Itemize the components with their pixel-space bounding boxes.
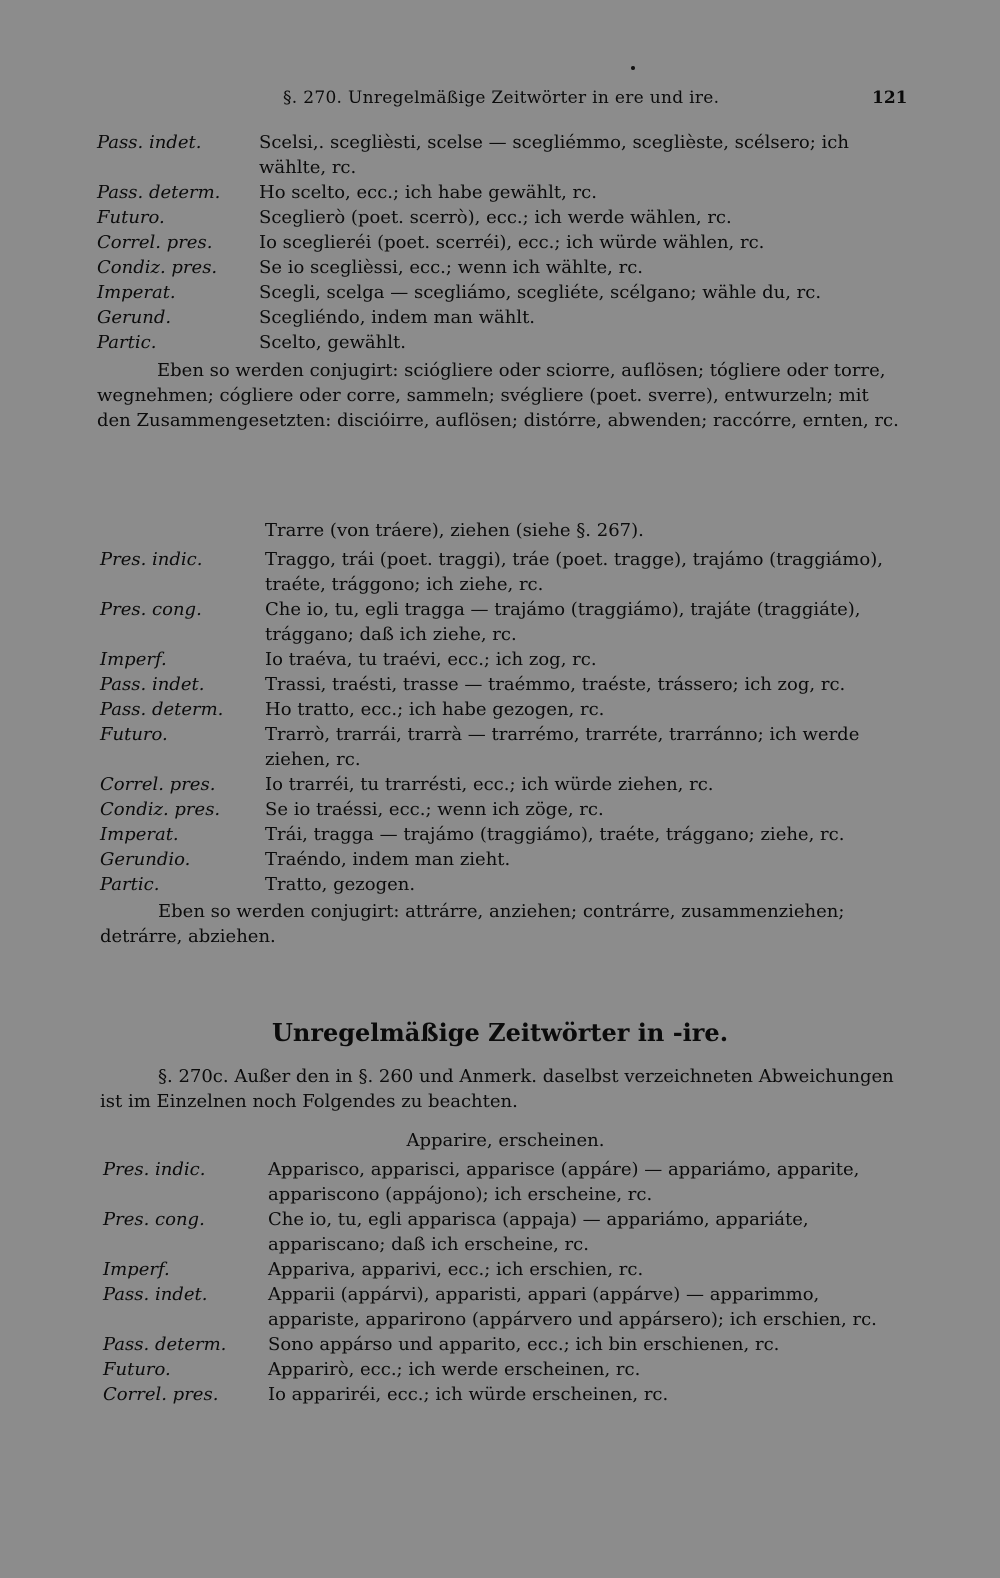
verb-title: Trarre (von tráere), ziehen (siehe §. 267). <box>265 520 644 541</box>
conj-row <box>100 797 908 822</box>
conj-label: Gerund. <box>97 307 172 328</box>
conj-text: Io trarréi, tu trarrésti, ecc.; ich würde ziehen, rc. <box>265 774 714 795</box>
conj-text: Io traéva, tu traévi, ecc.; ich zog, rc. <box>265 649 597 670</box>
conj-label: Pass. indet. <box>103 1284 208 1305</box>
conj-text: Tratto, gezogen. <box>265 874 416 895</box>
conj-label: Pres. indic. <box>100 549 203 570</box>
conj-text: Sono appárso und apparito, ecc.; ich bin erschienen, rc. <box>268 1334 780 1355</box>
print-speck <box>631 66 635 70</box>
conj-text: Trái, tragga — trajámo (traggiámo), traéte, trággano; ziehe, rc. <box>265 824 845 845</box>
conjugated-like-paragraph: Eben so werden conjugirt: sciógliere oder sciorre, auflösen; tógliere oder torre, wegnehmen; cógliere oder corre, sammeln; svégliere (poet. sverre), entwurzeln; mit den Zusammengesetzten: discióirre, auflösen; distórre, abwenden; raccórre, ernten, rc. <box>97 360 899 431</box>
conj-text: Traggo, trái (poet. traggi), tráe (poet. tragge), trajámo (traggiámo), traéte, trággono; ich ziehe, rc. <box>265 549 883 595</box>
apparire-table <box>103 1128 908 1407</box>
conj-text: Scelsi,. sceglièsti, scelse — scegliémmo, sceglièste, scélsero; ich wählte, rc. <box>259 132 849 178</box>
conj-row <box>103 1382 908 1407</box>
conj-label: Pass. indet. <box>97 132 202 153</box>
conj-label: Pass. determ. <box>103 1334 227 1355</box>
conj-label: Correl. pres. <box>100 774 216 795</box>
conj-row <box>100 872 908 897</box>
conj-label: Condiz. pres. <box>100 799 221 820</box>
conj-row <box>100 647 908 672</box>
conj-label: Correl. pres. <box>97 232 213 253</box>
conj-row <box>97 180 905 205</box>
conj-row <box>100 772 908 797</box>
conj-row <box>103 1207 908 1257</box>
conj-text: Trassi, traésti, trasse — traémmo, traéste, trássero; ich zog, rc. <box>265 674 846 695</box>
conj-row <box>100 597 908 647</box>
conj-row <box>103 1357 908 1382</box>
conj-row <box>97 255 905 280</box>
conj-label: Imperat. <box>100 824 179 845</box>
conj-text: Scegli, scelga — scegliámo, scegliéte, scélgano; wähle du, rc. <box>259 282 822 303</box>
conj-text: Che io, tu, egli apparisca (appaja) — appariámo, appariáte, appariscano; daß ich erscheine, rc. <box>268 1209 809 1255</box>
verb-title: Apparire, erscheinen. <box>406 1130 605 1151</box>
conj-label: Pres. cong. <box>100 599 202 620</box>
conj-label: Futuro. <box>100 724 168 745</box>
conj-row <box>100 697 908 722</box>
conjugated-like-paragraph: Eben so werden conjugirt: attrárre, anziehen; contrárre, zusammenziehen; detrárre, abziehen. <box>100 901 845 947</box>
conj-label: Imperf. <box>103 1259 170 1280</box>
conj-text: Se io traéssi, ecc.; wenn ich zöge, rc. <box>265 799 604 820</box>
conj-label: Partic. <box>97 332 157 353</box>
conj-text: Io sceglieréi (poet. scerréi), ecc.; ich würde wählen, rc. <box>259 232 765 253</box>
conj-label: Partic. <box>100 874 160 895</box>
section-intro-paragraph: §. 270c. Außer den in §. 260 und Anmerk. daselbst verzeichneten Abweichungen ist im Einzelnen noch Folgendes zu beachten. <box>100 1066 894 1112</box>
conj-text: Scegliéndo, indem man wählt. <box>259 307 536 328</box>
conj-text: Traéndo, indem man zieht. <box>265 849 511 870</box>
conj-row <box>97 205 905 230</box>
conj-text: Ho tratto, ecc.; ich habe gezogen, rc. <box>265 699 605 720</box>
conj-text: Se io sceglièssi, ecc.; wenn ich wählte, rc. <box>259 257 644 278</box>
conj-row <box>100 672 908 697</box>
conj-row <box>103 1282 908 1332</box>
conj-label: Pass. determ. <box>97 182 221 203</box>
conj-label: Pass. determ. <box>100 699 224 720</box>
conj-label: Pass. indet. <box>100 674 205 695</box>
conj-label: Correl. pres. <box>103 1384 219 1405</box>
conj-text: Ho scelto, ecc.; ich habe gewählt, rc. <box>259 182 597 203</box>
conj-label: Pres. indic. <box>103 1159 206 1180</box>
conj-row <box>97 305 905 330</box>
conj-text: Apparisco, apparisci, apparisce (appáre) — appariámo, apparite, appariscono (appájono); ich erscheine, rc. <box>268 1159 860 1205</box>
conj-label: Condiz. pres. <box>97 257 218 278</box>
conj-text: Trarrò, trarrái, trarrà — trarrémo, trarréte, trarránno; ich werde ziehen, rc. <box>265 724 860 770</box>
trarre-table <box>100 518 908 949</box>
conj-label: Gerundio. <box>100 849 191 870</box>
conj-row <box>100 547 908 597</box>
conj-label: Pres. cong. <box>103 1209 205 1230</box>
conj-label: Imperf. <box>100 649 167 670</box>
conj-row <box>100 822 908 847</box>
conj-text: Apparirò, ecc.; ich werde erscheinen, rc. <box>268 1359 641 1380</box>
conj-text: Apparii (appárvi), apparisti, appari (appárve) — apparimmo, appariste, apparirono (appárvero und appársero); ich erschien, rc. <box>268 1284 877 1330</box>
conj-text: Appariva, apparivi, ecc.; ich erschien, rc. <box>268 1259 644 1280</box>
conj-row <box>97 330 905 355</box>
page-number: 121 <box>872 88 908 108</box>
header-title: §. 270. Unregelmäßige Zeitwörter in ere und ire. <box>283 88 720 108</box>
conj-row <box>100 722 908 772</box>
section-heading: Unregelmäßige Zeitwörter in -ire. <box>271 1018 729 1047</box>
conj-row <box>100 847 908 872</box>
scegliere-table <box>97 130 905 433</box>
conj-row <box>103 1257 908 1282</box>
conj-row <box>97 130 905 180</box>
conj-row <box>103 1157 908 1207</box>
conj-label: Futuro. <box>97 207 165 228</box>
conj-text: Che io, tu, egli tragga — trajámo (traggiámo), trajáte (traggiáte), trággano; daß ich ziehe, rc. <box>265 599 861 645</box>
conj-row <box>97 280 905 305</box>
running-header <box>0 88 1000 112</box>
conj-text: Scelto, gewählt. <box>259 332 406 353</box>
conj-text: Io appariréi, ecc.; ich würde erscheinen, rc. <box>268 1384 669 1405</box>
conj-label: Futuro. <box>103 1359 171 1380</box>
conj-row <box>103 1332 908 1357</box>
conj-row <box>97 230 905 255</box>
conj-label: Imperat. <box>97 282 176 303</box>
conj-text: Sceglierò (poet. scerrò), ecc.; ich werde wählen, rc. <box>259 207 732 228</box>
